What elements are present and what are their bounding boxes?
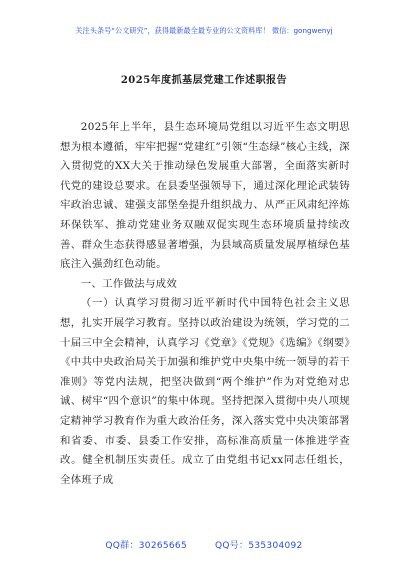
sub-paragraph: （一）认真学习贯彻习近平新时代中国特色社会主义思想，扎实开展学习教育。坚持以政治建设为统领，学习党的二十届三中全会精神，认真学习《党章》《党规》《选编》《纲要》《中共中央政治局关于加强和维护党中央集中统一领导的若干准则》等党内法规，把坚决做到“两个维护”作为对党绝对忠诚、树牢“四个意识”的集中体现。坚持把深入贯彻中央八项规定精神学习教育作为重大政治任务，深入落实党中央决策部署和省委、市委、县委工作安排，高标准高质量一体推进学查改。健全机制压实责任。成立了由党组书记xx同志任组长，全体班子成 — [60, 297, 350, 486]
footer-contact — [0, 538, 408, 551]
intro-paragraph: 2025年上半年，县生态环境局党组以习近平生态文明思想为根本遵循，牢牢把握“党建红”引领“生态绿”核心主线，深入贯彻党的XX大关于推动绿色发展重大部署，全面落实新时代党的建设总要求。在县委坚强领导下，通过深化理论武装铸牢政治忠诚、建强支部堡垒提升组织战力、从严正风肃纪淬炼环保铁军、推动党建业务双融双促实现生态环境质量持续改善、群众生态获得感显著增强，为县域高质量发展厚植绿色基底注入强劲红色动能。 — [60, 121, 350, 271]
header-promo-note: 关注头条号“公文研究”，获得最新最全最专业的公文资料库！ 微信：gongwenyj — [75, 26, 333, 35]
document-body — [60, 118, 350, 490]
footer-qq-number: QQ号：535304092 — [214, 541, 303, 551]
footer-qq-group: QQ群：30265665 — [105, 541, 187, 551]
section-heading: 一、工作做法与成效 — [80, 277, 178, 290]
document-title: 2025年度抓基层党建工作述职报告 — [120, 75, 288, 86]
